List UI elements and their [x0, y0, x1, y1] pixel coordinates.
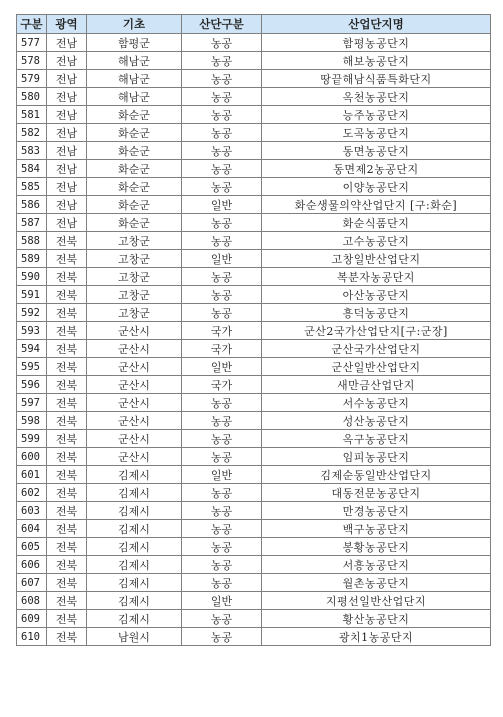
district-cell: 군산시 [87, 322, 182, 340]
region-cell: 전북 [47, 250, 87, 268]
index-cell: 602 [17, 484, 47, 502]
index-cell: 610 [17, 628, 47, 646]
type-cell: 농공 [182, 268, 262, 286]
district-cell: 김제시 [87, 556, 182, 574]
complex-name-cell: 군산2국가산업단지[구:군장] [262, 322, 491, 340]
district-cell: 군산시 [87, 448, 182, 466]
region-cell: 전북 [47, 304, 87, 322]
table-row [17, 556, 491, 574]
district-cell: 군산시 [87, 376, 182, 394]
table-row [17, 574, 491, 592]
region-cell: 전북 [47, 232, 87, 250]
region-cell: 전남 [47, 70, 87, 88]
complex-name-cell: 화순생물의약산업단지 [구:화순] [262, 196, 491, 214]
complex-name-cell: 고창일반산업단지 [262, 250, 491, 268]
table-row [17, 448, 491, 466]
region-cell: 전북 [47, 628, 87, 646]
district-cell: 화순군 [87, 196, 182, 214]
table-row [17, 178, 491, 196]
index-cell: 609 [17, 610, 47, 628]
region-cell: 전남 [47, 214, 87, 232]
district-cell: 남원시 [87, 628, 182, 646]
type-cell: 일반 [182, 196, 262, 214]
complex-name-cell: 땅끝해남식품특화단지 [262, 70, 491, 88]
table-row [17, 70, 491, 88]
complex-name-cell: 동면농공단지 [262, 142, 491, 160]
index-cell: 597 [17, 394, 47, 412]
region-cell: 전남 [47, 178, 87, 196]
district-cell: 고창군 [87, 286, 182, 304]
region-cell: 전남 [47, 160, 87, 178]
region-cell: 전남 [47, 34, 87, 52]
table-row [17, 160, 491, 178]
region-cell: 전북 [47, 484, 87, 502]
index-cell: 600 [17, 448, 47, 466]
region-cell: 전북 [47, 610, 87, 628]
complex-name-cell: 백구농공단지 [262, 520, 491, 538]
district-cell: 화순군 [87, 106, 182, 124]
district-cell: 해남군 [87, 88, 182, 106]
complex-name-cell: 능주농공단지 [262, 106, 491, 124]
complex-name-cell: 임피농공단지 [262, 448, 491, 466]
table-row [17, 196, 491, 214]
index-cell: 608 [17, 592, 47, 610]
region-cell: 전북 [47, 358, 87, 376]
type-cell: 농공 [182, 52, 262, 70]
index-cell: 578 [17, 52, 47, 70]
region-cell: 전북 [47, 340, 87, 358]
index-cell: 585 [17, 178, 47, 196]
index-cell: 594 [17, 340, 47, 358]
index-cell: 590 [17, 268, 47, 286]
index-cell: 583 [17, 142, 47, 160]
district-cell: 고창군 [87, 304, 182, 322]
region-cell: 전북 [47, 268, 87, 286]
district-cell: 군산시 [87, 394, 182, 412]
type-cell: 일반 [182, 466, 262, 484]
district-cell: 김제시 [87, 502, 182, 520]
region-cell: 전북 [47, 322, 87, 340]
district-cell: 함평군 [87, 34, 182, 52]
region-cell: 전남 [47, 106, 87, 124]
type-cell: 농공 [182, 88, 262, 106]
header-row [17, 15, 491, 34]
type-cell: 농공 [182, 628, 262, 646]
region-cell: 전북 [47, 394, 87, 412]
index-cell: 605 [17, 538, 47, 556]
complex-name-cell: 이양농공단지 [262, 178, 491, 196]
district-cell: 화순군 [87, 214, 182, 232]
region-cell: 전북 [47, 556, 87, 574]
region-cell: 전북 [47, 466, 87, 484]
table-row [17, 52, 491, 70]
type-cell: 농공 [182, 304, 262, 322]
district-cell: 화순군 [87, 142, 182, 160]
district-cell: 군산시 [87, 358, 182, 376]
type-cell: 농공 [182, 214, 262, 232]
table-row [17, 250, 491, 268]
index-cell: 599 [17, 430, 47, 448]
type-cell: 농공 [182, 574, 262, 592]
index-cell: 596 [17, 376, 47, 394]
index-cell: 586 [17, 196, 47, 214]
index-cell: 593 [17, 322, 47, 340]
complex-name-cell: 도곡농공단지 [262, 124, 491, 142]
table-row [17, 304, 491, 322]
complex-name-cell: 서수농공단지 [262, 394, 491, 412]
region-cell: 전북 [47, 502, 87, 520]
type-cell: 국가 [182, 376, 262, 394]
type-cell: 농공 [182, 106, 262, 124]
industrial-complex-table [16, 14, 491, 646]
type-cell: 농공 [182, 610, 262, 628]
type-cell: 농공 [182, 520, 262, 538]
type-cell: 국가 [182, 322, 262, 340]
complex-name-cell: 옥구농공단지 [262, 430, 491, 448]
region-cell: 전북 [47, 448, 87, 466]
header-cell-district: 기초 [87, 15, 182, 34]
complex-name-cell: 해보농공단지 [262, 52, 491, 70]
index-cell: 579 [17, 70, 47, 88]
table-body [17, 34, 491, 646]
type-cell: 농공 [182, 394, 262, 412]
index-cell: 603 [17, 502, 47, 520]
type-cell: 농공 [182, 412, 262, 430]
district-cell: 화순군 [87, 124, 182, 142]
table-row [17, 430, 491, 448]
table-row [17, 520, 491, 538]
complex-name-cell: 군산국가산업단지 [262, 340, 491, 358]
district-cell: 군산시 [87, 430, 182, 448]
table-row [17, 286, 491, 304]
table-row [17, 214, 491, 232]
complex-name-cell: 아산농공단지 [262, 286, 491, 304]
table-header [17, 15, 491, 34]
complex-name-cell: 복분자농공단지 [262, 268, 491, 286]
complex-name-cell: 옥천농공단지 [262, 88, 491, 106]
district-cell: 고창군 [87, 250, 182, 268]
complex-name-cell: 군산일반산업단지 [262, 358, 491, 376]
district-cell: 해남군 [87, 52, 182, 70]
complex-name-cell: 광치1농공단지 [262, 628, 491, 646]
complex-name-cell: 김제순동일반산업단지 [262, 466, 491, 484]
region-cell: 전북 [47, 430, 87, 448]
district-cell: 고창군 [87, 232, 182, 250]
industrial-complex-table-container [16, 14, 491, 646]
index-cell: 595 [17, 358, 47, 376]
district-cell: 김제시 [87, 574, 182, 592]
index-cell: 577 [17, 34, 47, 52]
header-cell-complex-name: 산업단지명 [262, 15, 491, 34]
region-cell: 전북 [47, 592, 87, 610]
table-row [17, 610, 491, 628]
complex-name-cell: 만경농공단지 [262, 502, 491, 520]
type-cell: 농공 [182, 142, 262, 160]
type-cell: 국가 [182, 340, 262, 358]
region-cell: 전북 [47, 520, 87, 538]
index-cell: 598 [17, 412, 47, 430]
district-cell: 김제시 [87, 592, 182, 610]
complex-name-cell: 화순식품단지 [262, 214, 491, 232]
complex-name-cell: 대동전문농공단지 [262, 484, 491, 502]
type-cell: 농공 [182, 538, 262, 556]
table-row [17, 484, 491, 502]
table-row [17, 502, 491, 520]
region-cell: 전북 [47, 412, 87, 430]
index-cell: 588 [17, 232, 47, 250]
region-cell: 전남 [47, 52, 87, 70]
table-row [17, 232, 491, 250]
complex-name-cell: 지평선일반산업단지 [262, 592, 491, 610]
index-cell: 587 [17, 214, 47, 232]
index-cell: 581 [17, 106, 47, 124]
index-cell: 607 [17, 574, 47, 592]
district-cell: 김제시 [87, 520, 182, 538]
region-cell: 전북 [47, 574, 87, 592]
index-cell: 582 [17, 124, 47, 142]
type-cell: 일반 [182, 592, 262, 610]
complex-name-cell: 봉황농공단지 [262, 538, 491, 556]
region-cell: 전남 [47, 196, 87, 214]
district-cell: 군산시 [87, 340, 182, 358]
index-cell: 601 [17, 466, 47, 484]
district-cell: 김제시 [87, 610, 182, 628]
complex-name-cell: 월촌농공단지 [262, 574, 491, 592]
region-cell: 전남 [47, 142, 87, 160]
index-cell: 589 [17, 250, 47, 268]
district-cell: 해남군 [87, 70, 182, 88]
table-row [17, 628, 491, 646]
table-row [17, 268, 491, 286]
type-cell: 일반 [182, 250, 262, 268]
index-cell: 606 [17, 556, 47, 574]
type-cell: 농공 [182, 556, 262, 574]
complex-name-cell: 고수농공단지 [262, 232, 491, 250]
district-cell: 김제시 [87, 466, 182, 484]
table-row [17, 376, 491, 394]
table-row [17, 466, 491, 484]
index-cell: 591 [17, 286, 47, 304]
type-cell: 농공 [182, 448, 262, 466]
table-row [17, 106, 491, 124]
index-cell: 604 [17, 520, 47, 538]
table-row [17, 538, 491, 556]
type-cell: 농공 [182, 232, 262, 250]
type-cell: 농공 [182, 124, 262, 142]
table-row [17, 322, 491, 340]
district-cell: 화순군 [87, 160, 182, 178]
type-cell: 일반 [182, 358, 262, 376]
type-cell: 농공 [182, 34, 262, 52]
district-cell: 군산시 [87, 412, 182, 430]
complex-name-cell: 동면제2농공단지 [262, 160, 491, 178]
type-cell: 농공 [182, 178, 262, 196]
complex-name-cell: 황산농공단지 [262, 610, 491, 628]
index-cell: 580 [17, 88, 47, 106]
header-cell-type: 산단구분 [182, 15, 262, 34]
region-cell: 전북 [47, 376, 87, 394]
table-row [17, 142, 491, 160]
table-row [17, 394, 491, 412]
table-row [17, 34, 491, 52]
district-cell: 화순군 [87, 178, 182, 196]
table-row [17, 592, 491, 610]
complex-name-cell: 새만금산업단지 [262, 376, 491, 394]
type-cell: 농공 [182, 502, 262, 520]
type-cell: 농공 [182, 160, 262, 178]
type-cell: 농공 [182, 484, 262, 502]
type-cell: 농공 [182, 286, 262, 304]
index-cell: 592 [17, 304, 47, 322]
region-cell: 전남 [47, 88, 87, 106]
table-row [17, 358, 491, 376]
header-cell-region: 광역 [47, 15, 87, 34]
region-cell: 전북 [47, 286, 87, 304]
type-cell: 농공 [182, 430, 262, 448]
table-row [17, 88, 491, 106]
complex-name-cell: 함평농공단지 [262, 34, 491, 52]
complex-name-cell: 서흥농공단지 [262, 556, 491, 574]
district-cell: 김제시 [87, 484, 182, 502]
index-cell: 584 [17, 160, 47, 178]
region-cell: 전북 [47, 538, 87, 556]
header-cell-index: 구분 [17, 15, 47, 34]
table-row [17, 124, 491, 142]
table-row [17, 340, 491, 358]
district-cell: 김제시 [87, 538, 182, 556]
district-cell: 고창군 [87, 268, 182, 286]
table-row [17, 412, 491, 430]
complex-name-cell: 성산농공단지 [262, 412, 491, 430]
type-cell: 농공 [182, 70, 262, 88]
region-cell: 전남 [47, 124, 87, 142]
complex-name-cell: 흥덕농공단지 [262, 304, 491, 322]
